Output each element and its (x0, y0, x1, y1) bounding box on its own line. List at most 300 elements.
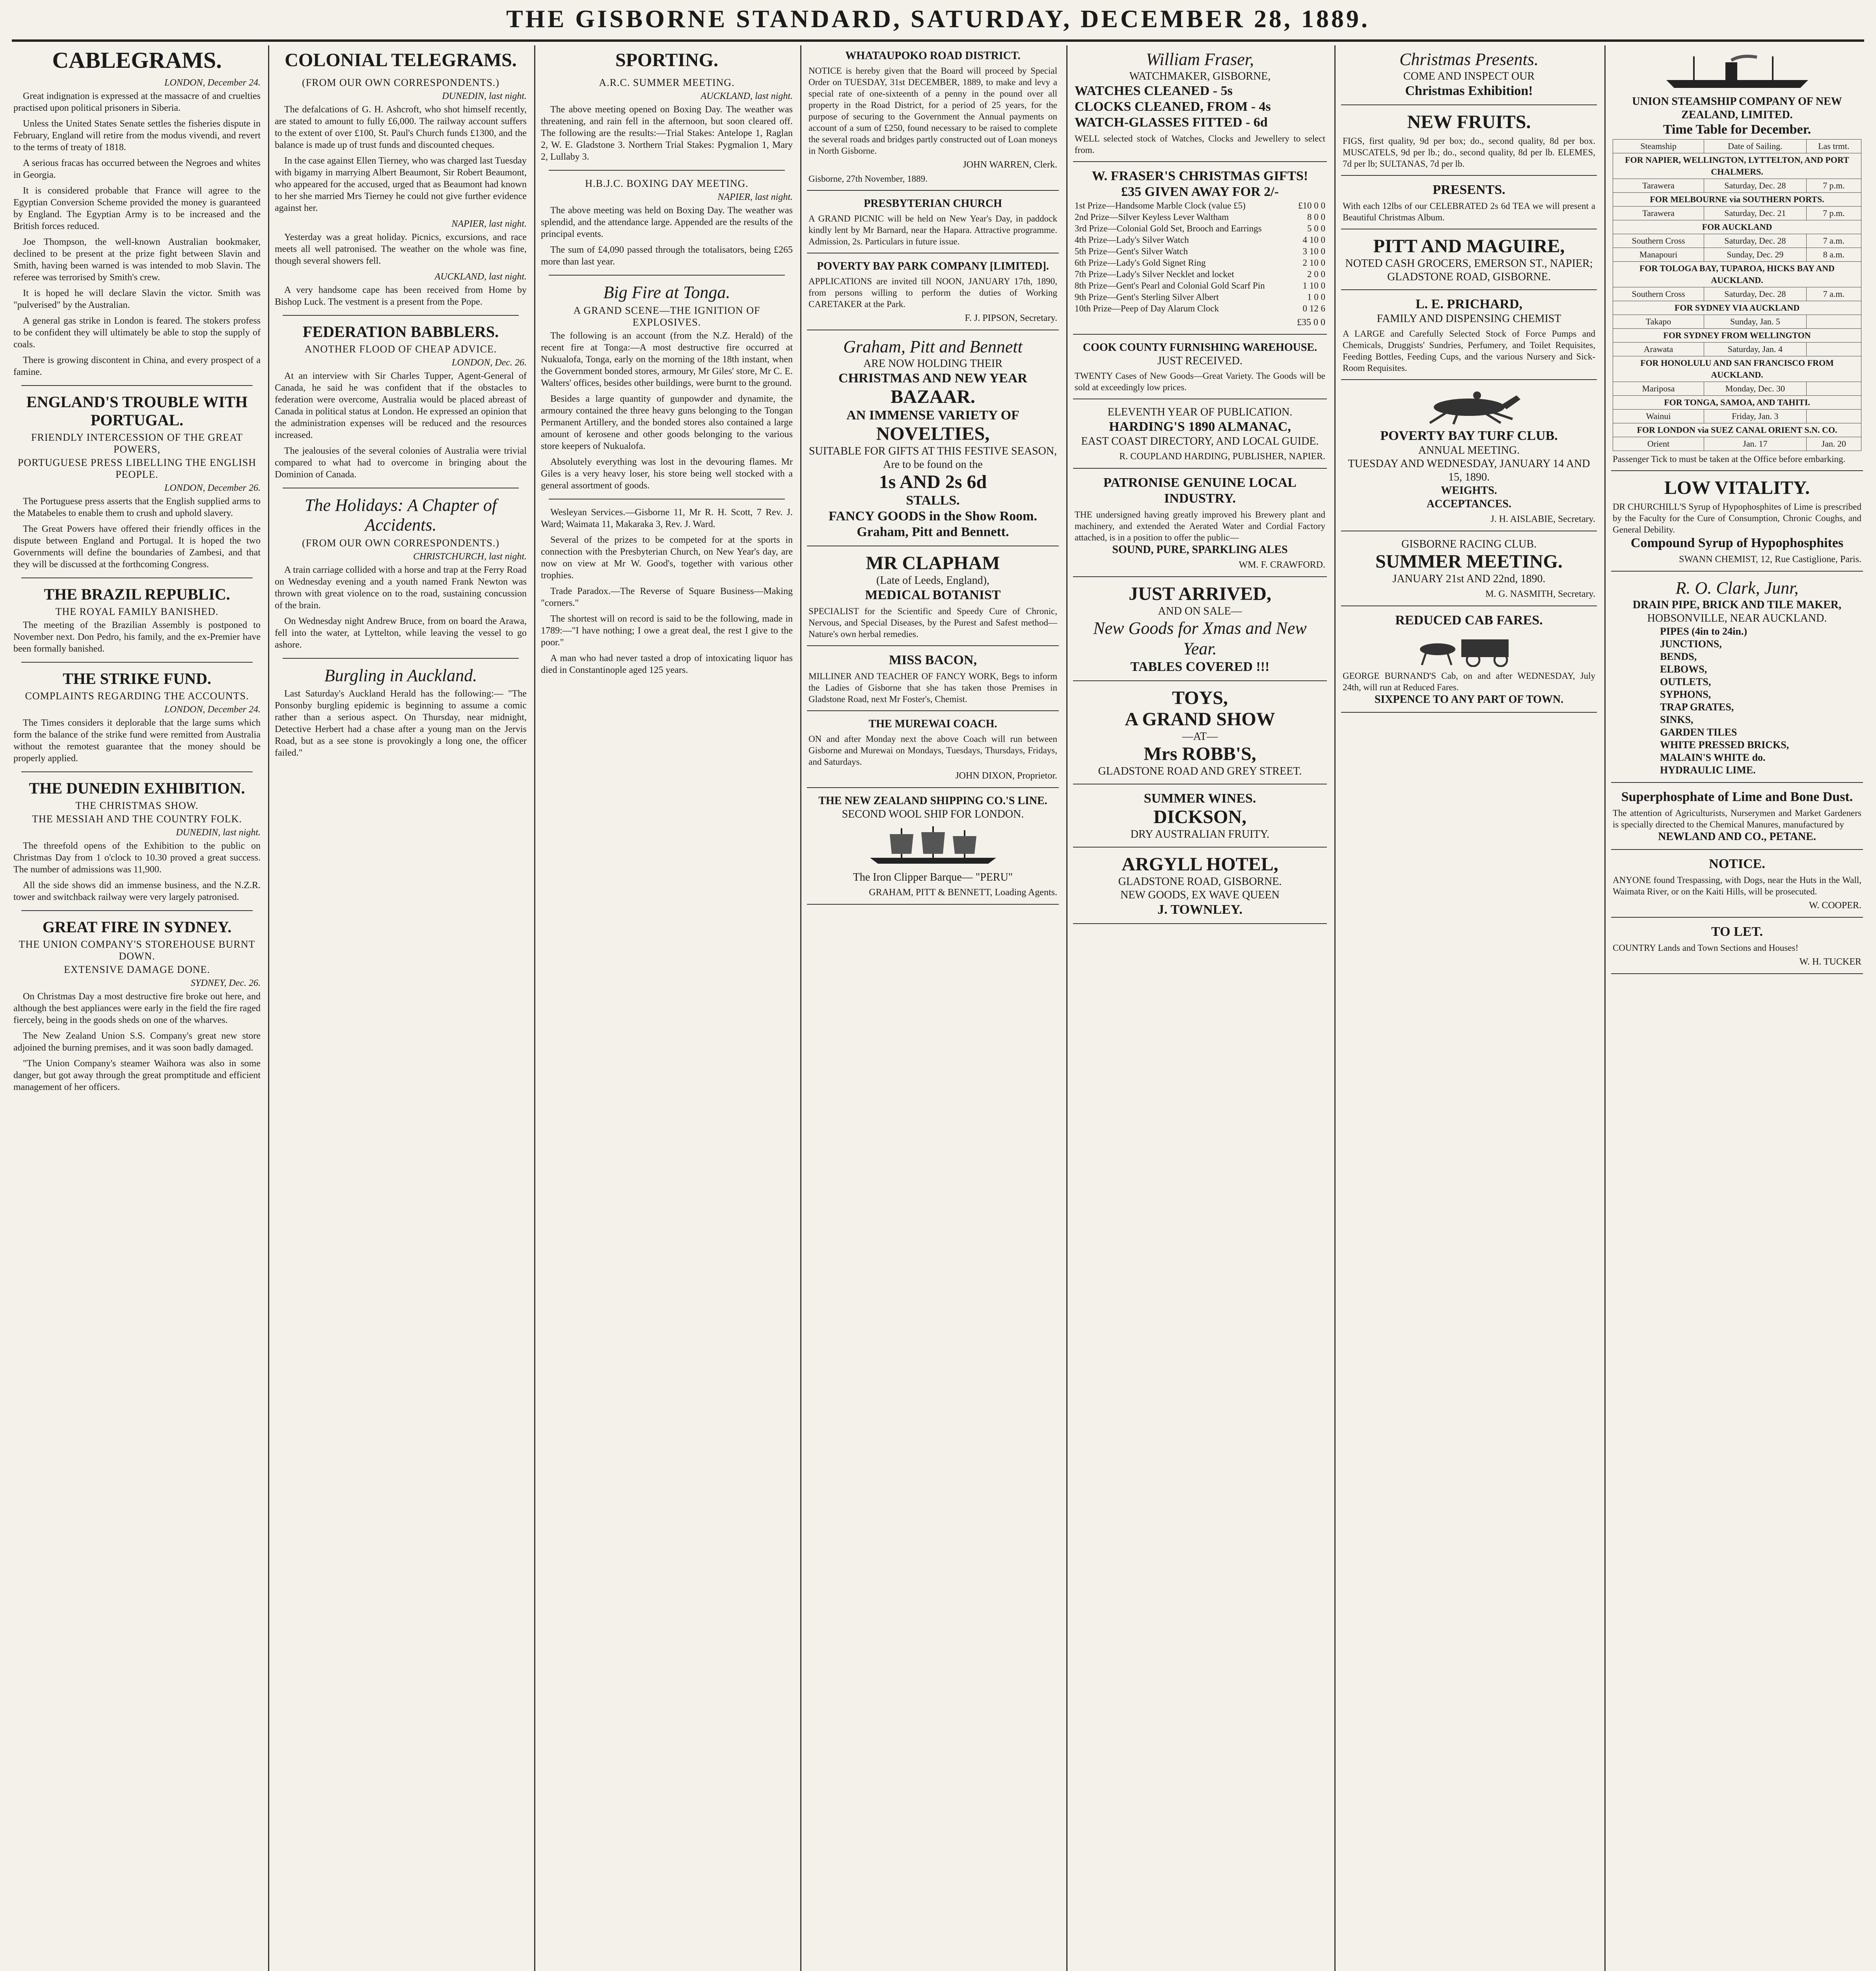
divider (283, 315, 519, 316)
timetable-row (1613, 343, 1861, 356)
timetable-section: FOR TONGA, SAMOA, AND TAHITI. (1613, 396, 1861, 410)
article-paragraph: A general gas strike in London is feared. The stokers profess to be confident they will ultimately be able to stop the supply of coals. (13, 316, 261, 350)
article-paragraph: The sum of £4,090 passed through the totalisators, being £265 more than last year. (541, 245, 793, 267)
ad-line: Time Table for December. (1663, 122, 1811, 137)
article-paragraph: All the side shows did an immense business, and the N.Z.R. tower and switchback railway were very largely patronised. (13, 880, 261, 902)
steamship-illustration-icon (1662, 52, 1812, 92)
ad-line: WATCH-GLASSES FITTED - 6d (1075, 115, 1268, 130)
headline: ENGLAND'S TROUBLE WITH PORTUGAL. (26, 393, 248, 429)
divider (549, 275, 785, 276)
ad-line: NOVELTIES, (876, 423, 990, 444)
subheadline: FRIENDLY INTERCESSION OF THE GREAT POWERS, (31, 432, 243, 455)
ad-body: FIGS, first quality, 9d per box; do., second quality, 8d per box. MUSCATELS, 9d per lb.; do., second quality, 8d per lb. ELEMES, 7d per lb; SULTANAS, 7d per lb. (1343, 136, 1595, 169)
ad-body: MILLINER AND TEACHER OF FANCY WORK, Begs to inform the Ladies of Gisborne that she has taken those Premises in Gladstone Road, next Mr Foster's, Chemist. (809, 671, 1057, 704)
prize-value: 2 10 0 (1302, 258, 1325, 268)
ad-body: COUNTRY Lands and Town Sections and Houses! (1613, 943, 1799, 953)
ad-title: TO LET. (1711, 924, 1763, 939)
ad-graham-pitt-bennett (807, 333, 1059, 546)
prize-label: 1st Prize—Handsome Marble Clock (value £5) (1075, 201, 1246, 211)
prize-row (1075, 257, 1325, 268)
timetable-date: Saturday, Jan. 4 (1704, 343, 1807, 356)
ad-date: Gisborne, 27th November, 1889. (809, 174, 928, 184)
colonial-title: COLONIAL TELEGRAMS. (285, 50, 517, 71)
ad-line: SUMMER MEETING. (1375, 551, 1563, 572)
ad-line: CHRISTMAS AND NEW YEAR (838, 371, 1027, 386)
ad-signature: WM. F. CRAWFORD. (1239, 560, 1325, 570)
ad-presbyterian (807, 193, 1059, 253)
headline: Big Fire at Tonga. (603, 283, 730, 302)
timetable-ship: Southern Cross (1613, 287, 1704, 301)
ad-title: PATRONISE GENUINE LOCAL INDUSTRY. (1103, 475, 1297, 506)
prize-value: 2 0 0 (1307, 269, 1325, 279)
ad-line: MEDICAL BOTANIST (865, 588, 1001, 602)
article-paragraph: The Times considers it deplorable that the large sums which form the balance of the strike fund were remitted from Australia without the remotest guarantee that the money should be properly applied. (13, 718, 261, 764)
timetable-date: Sunday, Jan. 5 (1704, 315, 1807, 329)
cab-illustration-icon (1406, 632, 1532, 667)
timetable-row (1613, 140, 1861, 153)
timetable-date: Friday, Jan. 3 (1704, 410, 1807, 423)
ad-union-steamship (1611, 45, 1863, 471)
ad-title: TOYS, (1172, 687, 1228, 708)
dateline: LONDON, December 24. (164, 704, 261, 715)
article-paragraph: It is considered probable that France will agree to the Egyptian Conversion Scheme provided the money is guaranteed by England. The Egyptian Army is to be increased and the British forces reduced. (13, 186, 261, 231)
ad-title: SUMMER WINES. (1144, 791, 1256, 806)
prize-row (1075, 234, 1325, 246)
ad-signature: M. G. NASMITH, Secretary. (1485, 589, 1595, 599)
ad-local-industry (1073, 471, 1327, 577)
timetable-section: FOR NAPIER, WELLINGTON, LYTTELTON, AND PORT CHALMERS. (1613, 153, 1861, 179)
ad-body: A LARGE and Carefully Selected Stock of Force Pumps and Chemicals, Druggists' Sundries, Perfumery, and Toilet Requisites, Feeding Bottles, Feeding Cups, and the various Nursery and Sick-Room Requisites. (1343, 329, 1595, 373)
prize-label: 6th Prize—Lady's Gold Signet Ring (1075, 258, 1206, 268)
ad-line: (Late of Leeds, England), (876, 574, 989, 587)
ad-line: £35 GIVEN AWAY FOR 2/- (1121, 184, 1279, 199)
timetable (1613, 139, 1861, 451)
ad-line: JANUARY 21st AND 22nd, 1890. (1392, 573, 1546, 585)
timetable-time (1806, 382, 1861, 396)
subheadline: COMPLAINTS REGARDING THE ACCOUNTS. (25, 690, 249, 702)
article-paragraph: Unless the United States Senate settles the fisheries dispute in February, England will retire from the modus vivendi, and revert to the terms of treaty of 1818. (13, 119, 261, 153)
subheadline: ANOTHER FLOOD OF CHEAP ADVICE. (304, 343, 497, 355)
ad-line: Christmas Exhibition! (1405, 84, 1533, 98)
article-paragraph: Joe Thompson, the well-known Australian bookmaker, declined to be present at the prize fight between Slavin and Smith, having been warned is was intended to mob Slavin. The referee was terrorised by Smith's crew. (13, 237, 261, 283)
article-paragraph: On Christmas Day a most destructive fire broke out here, and although the best appliances were early in the field the fire raged fiercely, being in the goods sheds on one of the wharves. (13, 991, 261, 1025)
timetable-ship: Arawata (1613, 343, 1704, 356)
ad-line: WATCHES CLEANED - 5s (1075, 84, 1233, 98)
ad-signature: GRAHAM, PITT & BENNETT, Loading Agents. (869, 887, 1057, 898)
dateline: CHRISTCHURCH, last night. (413, 551, 527, 562)
ad-title: MISS BACON, (889, 653, 977, 667)
prize-value: 8 0 0 (1307, 212, 1325, 222)
timetable-time: 7 p.m. (1806, 179, 1861, 193)
ad-line: CLOCKS CLEANED, FROM - 4s (1075, 99, 1271, 114)
timetable-date: Jan. 17 (1704, 437, 1807, 451)
article-paragraph: The Portuguese press asserts that the English supplied arms to the Matabeles to enable them to crush and uphold slavery. (13, 496, 261, 518)
timetable-date: Saturday, Dec. 28 (1704, 179, 1807, 193)
timetable-row (1613, 356, 1861, 382)
prize-row (1075, 246, 1325, 257)
clark-item: SINKS, (1660, 714, 1693, 725)
timetable-date: Saturday, Dec. 28 (1704, 234, 1807, 248)
prize-value: 5 0 0 (1307, 224, 1325, 233)
prize-row (1075, 223, 1325, 234)
ad-title: UNION STEAMSHIP COMPANY OF NEW ZEALAND, LIMITED. (1632, 95, 1842, 121)
column-cablegrams (8, 45, 266, 1971)
ad-title: ARGYLL HOTEL, (1122, 854, 1278, 875)
ad-body: ANYONE found Trespassing, with Dogs, near the Huts in the Wall, Waimata River, or on the Kaiti Hills, will be prosecuted. (1613, 875, 1861, 896)
ad-just-arrived (1073, 579, 1327, 681)
article-paragraph: The above meeting opened on Boxing Day. The weather was threatening, and rain fell in the afternoon, but soon cleared off. The following are the results:—Trial Stakes: Antelope 1, Raglan 2, W. E. Gladstone 3. Northern Trial Stakes: Pygmalion 1, Mary 2, Lullaby 3. (541, 104, 793, 162)
ad-line: —AT— (1182, 730, 1218, 743)
timetable-section: FOR SYDNEY VIA AUCKLAND (1613, 301, 1861, 315)
subheadline: H.B.J.C. BOXING DAY MEETING. (585, 178, 749, 189)
divider (21, 910, 253, 911)
ad-line: ARE NOW HOLDING THEIR (863, 358, 1002, 370)
ad-body: WELL selected stock of Watches, Clocks and Jewellery to select from. (1075, 134, 1325, 155)
ad-title: JUST ARRIVED, (1129, 583, 1271, 604)
prize-label: 9th Prize—Gent's Sterling Silver Albert (1075, 292, 1219, 302)
prize-value: 1 10 0 (1302, 281, 1325, 291)
timetable-ship: Mariposa (1613, 382, 1704, 396)
ad-title: R. O. Clark, Junr, (1675, 578, 1799, 598)
article-paragraph: There is growing discontent in China, and every prospect of a famine. (13, 355, 261, 377)
ad-line: BAZAAR. (890, 386, 975, 407)
dateline: DUNEDIN, last night. (442, 91, 527, 101)
ad-line: ANNUAL MEETING. (1418, 444, 1520, 456)
ad-title: THE MUREWAI COACH. (868, 718, 997, 730)
ad-body: APPLICATIONS are invited till NOON, JANUARY 17th, 1890, from persons willing to perform the duties of Working CARETAKER at the Park. (809, 276, 1057, 309)
ad-line: FAMILY AND DISPENSING CHEMIST (1377, 313, 1561, 325)
article-paragraph: A man who had never tasted a drop of intoxicating liquor has died in Constantinople aged 125 years. (541, 653, 793, 675)
prize-label: 8th Prize—Gent's Pearl and Colonial Gold Scarf Pin (1075, 281, 1265, 291)
ad-line: WEIGHTS. (1441, 484, 1497, 497)
ad-presents (1341, 178, 1597, 229)
article-paragraph: Yesterday was a great holiday. Picnics, excursions, and race meets all well patronised. The weather on the whole was fine, though several showers fell. (275, 232, 527, 266)
dateline: AUCKLAND, last night. (700, 91, 793, 101)
ad-poverty-bay-park (807, 256, 1059, 330)
ad-line: COME AND INSPECT OUR (1403, 70, 1535, 82)
ad-line: AN IMMENSE VARIETY OF (846, 408, 1019, 423)
ad-line: ACCEPTANCES. (1427, 498, 1511, 510)
prize-label: 2nd Prize—Silver Keyless Lever Waltham (1075, 212, 1229, 222)
article-paragraph: Absolutely everything was lost in the devouring flames. Mr Giles is a very heavy loser, his store being well stocked with a general assortment of goods. (541, 457, 793, 491)
prize-label: 10th Prize—Peep of Day Alarum Clock (1075, 304, 1219, 313)
ad-line: SUITABLE FOR GIFTS AT THIS FESTIVE SEASON, (809, 445, 1057, 457)
timetable-date: Date of Sailing. (1704, 140, 1807, 153)
prize-label: 4th Prize—Lady's Silver Watch (1075, 235, 1189, 245)
ad-line: SECOND WOOL SHIP FOR LONDON. (842, 808, 1024, 820)
ad-line: WATCHMAKER, GISBORNE, (1129, 70, 1271, 82)
prize-total: £35 0 0 (1297, 317, 1325, 328)
clark-item: BENDS, (1660, 651, 1697, 662)
ad-line: TABLES COVERED !!! (1130, 659, 1270, 674)
timetable-section: FOR HONOLULU AND SAN FRANCISCO FROM AUCKLAND. (1613, 356, 1861, 382)
timetable-time: 7 a.m. (1806, 234, 1861, 248)
cablegrams-title: CABLEGRAMS. (52, 47, 222, 73)
timetable-section: FOR SYDNEY FROM WELLINGTON (1613, 329, 1861, 343)
timetable-row (1613, 437, 1861, 451)
timetable-date: Monday, Dec. 30 (1704, 382, 1807, 396)
divider (21, 662, 253, 663)
ad-title: NEW FRUITS. (1407, 112, 1531, 132)
ad-fraser-christmas-gifts (1073, 164, 1327, 335)
timetable-row (1613, 207, 1861, 220)
clark-item: TRAP GRATES, (1660, 701, 1734, 713)
subheadline: PORTUGUESE PRESS LIBELLING THE ENGLISH PEOPLE. (17, 457, 257, 480)
ad-line: FANCY GOODS in the Show Room. (829, 509, 1037, 523)
ad-title: Superphosphate of Lime and Bone Dust. (1621, 790, 1853, 804)
prize-label: 7th Prize—Lady's Silver Necklet and locket (1075, 269, 1234, 279)
sporting-title: SPORTING. (615, 50, 719, 71)
ad-line: GLADSTONE ROAD AND GREY STREET. (1098, 765, 1302, 777)
ad-notice (1611, 852, 1863, 918)
column-ads-4 (1604, 45, 1869, 1971)
ad-signature: SWANN CHEMIST, 12, Rue Castiglione, Paris. (1679, 554, 1861, 564)
clark-item: ELBOWS, (1660, 663, 1707, 675)
dateline: LONDON, Dec. 26. (452, 358, 527, 368)
timetable-ship: Manapouri (1613, 248, 1704, 262)
ad-title: REDUCED CAB FARES. (1395, 613, 1543, 628)
ad-body: ON and after Monday next the above Coach will run between Gisborne and Murewai on Mondays, Tuesdays, Thursdays, Fridays, and Saturdays. (809, 734, 1057, 767)
prize-value: £10 0 0 (1298, 201, 1325, 211)
prize-row (1075, 268, 1325, 280)
prize-label: 5th Prize—Gent's Silver Watch (1075, 246, 1188, 256)
timetable-section: FOR MELBOURNE via SOUTHERN PORTS. (1613, 193, 1861, 207)
ad-signature: W. COOPER. (1809, 900, 1861, 911)
column-ads-3 (1334, 45, 1602, 1971)
ad-signature: JOHN DIXON, Proprietor. (955, 771, 1057, 781)
timetable-time: Las trmt. (1806, 140, 1861, 153)
ad-miss-bacon (807, 648, 1059, 711)
timetable-time (1806, 410, 1861, 423)
clark-items-list (1613, 625, 1861, 777)
timetable-row (1613, 423, 1861, 437)
ad-murewai-coach (807, 714, 1059, 788)
clark-item: SYPHONS, (1660, 689, 1711, 700)
dateline: AUCKLAND, last night. (434, 272, 527, 282)
ad-gisborne-racing-club (1341, 534, 1597, 606)
subheadline: A GRAND SCENE—THE IGNITION OF EXPLOSIVES. (573, 305, 760, 328)
article-paragraph: The threefold opens of the Exhibition to the public on Christmas Day from 1 o'clock to 10.30 proved a great success. The number of admissions was 11,900. (13, 841, 261, 875)
article-paragraph: The jealousies of the several colonies of Australia were trivial compared to what had to overcome in bringing about the Dominion of Canada. (275, 446, 527, 480)
ad-title: COOK COUNTY FURNISHING WAREHOUSE. (1082, 341, 1317, 354)
ad-signature: F. J. PIPSON, Secretary. (965, 313, 1057, 323)
ad-body: DR CHURCHILL'S Syrup of Hypophosphites of Lime is prescribed by the Faculty for the Cure of Consumption, Chronic Coughs, and General Debility. (1613, 502, 1861, 535)
article-paragraph: Great indignation is expressed at the massacre of and cruelties practised upon political prisoners in Siberia. (13, 91, 261, 113)
ad-body: Passenger Tick to must be taken at the Office before embarking. (1613, 454, 1846, 464)
divider (549, 170, 785, 171)
prize-row (1075, 200, 1325, 211)
timetable-time: 8 a.m. (1806, 248, 1861, 262)
ad-line: SOUND, PURE, SPARKLING ALES (1112, 544, 1288, 556)
timetable-section: FOR AUCKLAND (1613, 220, 1861, 234)
ad-line: DRY AUSTRALIAN FRUITY. (1130, 828, 1270, 840)
ad-superphosphate (1611, 785, 1863, 850)
ad-nz-shipping (807, 790, 1059, 905)
divider (21, 771, 253, 772)
ad-signature: NEWLAND AND CO., PETANE. (1658, 831, 1816, 843)
ad-mr-clapham (807, 549, 1059, 646)
timetable-date: Sunday, Dec. 29 (1704, 248, 1807, 262)
clark-item: GARDEN TILES (1660, 727, 1737, 738)
dateline: LONDON, December 26. (164, 483, 261, 493)
clark-item: OUTLETS, (1660, 676, 1711, 687)
timetable-time: 7 p.m. (1806, 207, 1861, 220)
racehorse-illustration-icon (1398, 389, 1540, 425)
timetable-row (1613, 262, 1861, 287)
ad-title: Christmas Presents. (1399, 50, 1539, 69)
timetable-row (1613, 396, 1861, 410)
timetable-row (1613, 301, 1861, 315)
clark-item: PIPES (4in to 24in.) (1660, 626, 1747, 637)
ad-line: Mrs ROBB'S, (1144, 743, 1256, 764)
timetable-ship: Tarawera (1613, 179, 1704, 193)
timetable-section: FOR TOLOGA BAY, TUPAROA, HICKS BAY AND AUCKLAND. (1613, 262, 1861, 287)
headline: Burgling in Auckland. (324, 666, 477, 685)
timetable-date: Saturday, Dec. 21 (1704, 207, 1807, 220)
divider (21, 385, 253, 386)
ad-body: TWENTY Cases of New Goods—Great Variety. The Goods will be sold at exceedingly low prices. (1075, 371, 1325, 392)
subheadline: THE CHRISTMAS SHOW. (75, 800, 199, 811)
ad-title: W. FRASER'S CHRISTMAS GIFTS! (1092, 169, 1308, 183)
ad-hardings-almanac (1073, 402, 1327, 469)
ad-body: GEORGE BURNAND'S Cab, on and after WEDNESDAY, July 24th, will run at Reduced Fares. (1343, 671, 1595, 692)
article-paragraph: The above meeting was held on Boxing Day. The weather was splendid, and the attendance large. Appended are the results of the principal events. (541, 205, 793, 239)
article-paragraph: Trade Paradox.—The Reverse of Square Business—Making "corners." (541, 586, 793, 608)
ad-signature: JOHN WARREN, Clerk. (963, 160, 1057, 170)
clark-item: JUNCTIONS, (1660, 638, 1722, 650)
article-paragraph: It is hoped he will declare Slavin the victor. Smith was "pulverised" by the Australian. (13, 288, 261, 310)
ad-line: 1s AND 2s 6d (879, 471, 987, 492)
ad-signature: W. H. TUCKER (1799, 957, 1861, 967)
headline: The Holidays: A Chapter of Accidents. (304, 496, 497, 535)
timetable-ship: Tarawera (1613, 207, 1704, 220)
column-ads-1 (800, 45, 1064, 1971)
ad-line: EAST COAST DIRECTORY, AND LOCAL GUIDE. (1081, 435, 1319, 447)
ad-title: THE NEW ZEALAND SHIPPING CO.'S LINE. (818, 795, 1047, 807)
prize-value: 4 10 0 (1302, 235, 1325, 245)
timetable-ship: Wainui (1613, 410, 1704, 423)
ad-body: The attention of Agriculturists, Nurserymen and Market Gardeners is specially directed to the Chemical Manures, manufactured by (1613, 808, 1861, 829)
ad-line: DRAIN PIPE, BRICK AND TILE MAKER, (1632, 599, 1842, 611)
timetable-time (1806, 315, 1861, 329)
ad-poverty-bay-turf-club (1341, 382, 1597, 531)
ad-line: Graham, Pitt and Bennett. (857, 525, 1009, 539)
ad-title: GISBORNE RACING CLUB. (1401, 538, 1537, 550)
subheadline: THE ROYAL FAMILY BANISHED. (55, 606, 219, 617)
ad-body: A GRAND PICNIC will be held on New Year's Day, in paddock kindly lent by Mr Barnard, near the Hapara. Attractive programme. Admission, 2s. Particulars in future issue. (809, 214, 1057, 246)
ad-line: Compound Syrup of Hypophosphites (1630, 536, 1844, 550)
column-ads-2 (1066, 45, 1332, 1971)
timetable-ship: Takapo (1613, 315, 1704, 329)
ad-prichard-chemist (1341, 292, 1597, 380)
clark-item: MALAIN'S WHITE do. (1660, 752, 1766, 763)
ad-title: William Fraser, (1146, 50, 1254, 69)
timetable-row (1613, 220, 1861, 234)
ad-line: New Goods for Xmas and New Year. (1093, 618, 1307, 658)
dateline: NAPIER, last night. (451, 219, 527, 229)
ad-title: Graham, Pitt and Bennett (843, 337, 1023, 356)
clark-item: HYDRAULIC LIME. (1660, 764, 1756, 776)
headline: THE BRAZIL REPUBLIC. (44, 585, 230, 603)
article-paragraph: The Great Powers have offered their friendly offices in the dispute between England and Portugal. It is hoped the two Governments will define the boundaries of Zambesi, and that they will be discussed at the forthcoming Congress. (13, 524, 261, 570)
ad-signature: R. COUPLAND HARDING, PUBLISHER, NAPIER. (1119, 451, 1325, 462)
subheadline: A.R.C. SUMMER MEETING. (599, 77, 735, 88)
ad-body: NOTICE is hereby given that the Board will proceed by Special Order on TUESDAY, 31st DECEMBER, 1889, to make and levy a special rate of one-sixteenth of a penny in the pound over all property in the Road District, for a period of 25 years, for the purpose of securing to the Government the Annual payments on account of a sum of £250, found necessary to be raised to complete the several roads and bridges partly constructed out of Loan moneys in North Gisborne. (809, 66, 1057, 156)
ad-title: POVERTY BAY TURF CLUB. (1380, 428, 1558, 443)
ad-line: Are to be found on the (883, 458, 983, 471)
ad-line: JUST RECEIVED. (1157, 355, 1243, 367)
divider (283, 658, 519, 659)
ad-title: WHATAUPOKO ROAD DISTRICT. (845, 50, 1021, 62)
timetable-time (1806, 343, 1861, 356)
ad-line: A GRAND SHOW (1125, 709, 1275, 730)
article-paragraph: Besides a large quantity of gunpowder and dynamite, the armoury contained the three heavy guns belonging to the Tongan Permanent Artillery, and the bonded stores also contained a large amount of kerosene and other goods belonging to the various store keepers of Nukualofa. (541, 394, 793, 451)
article-paragraph: "The Union Company's steamer Waihora was also in some danger, but got away through the great promptitude and efficient management of her officers. (13, 1058, 261, 1092)
ad-line: GLADSTONE ROAD, GISBORNE. (1118, 876, 1282, 888)
subheadline: (FROM OUR OWN CORRESPONDENTS.) (302, 77, 499, 88)
ad-toys (1073, 684, 1327, 784)
timetable-row (1613, 248, 1861, 262)
article-paragraph: At an interview with Sir Charles Tupper, Agent-General of Canada, he said he was confident that if the obstacles to federation were overcome, Australia would be placed abreast of Canada in political status at London. He expressed an opinion that the administration expenses will be reduced and the resources increased. (275, 371, 527, 440)
ad-title: MR CLAPHAM (866, 553, 1000, 574)
ad-argyll-hotel (1073, 850, 1327, 924)
ad-title: PITT AND MAGUIRE, (1373, 236, 1565, 257)
article-paragraph: In the case against Ellen Tierney, who was charged last Tuesday with bigamy in marrying Albert Beaumont, Sir Robert Beaumont, who appeared for the accused, urged that as Beaumont had known to her she married Mrs Tierney he could not give further evidence against her. (275, 156, 527, 213)
ad-low-vitality (1611, 473, 1863, 572)
ad-christmas-presents (1341, 45, 1597, 105)
article-paragraph: A train carriage collided with a horse and trap at the Ferry Road on Wednesday evening and a youth named Frank Newton was thrown with great violence on to the road, sustaining concussion of the brain. (275, 565, 527, 611)
dateline: DUNEDIN, last night. (176, 827, 261, 838)
article-paragraph: Several of the prizes to be competed for at the sports in connection with the Presbyterian Church, on New Year's day, are now on view at Mr W. Good's, together with various other trophies. (541, 535, 793, 581)
prize-value: 1 0 0 (1307, 292, 1325, 302)
prize-row (1075, 303, 1325, 314)
article-paragraph: The following is an account (from the N.Z. Herald) of the recent fire at Tonga:—A most destructive fire occurred at Nukualofa, Tonga, early on the morning of the 18th instant, when the Government bonded stores, armoury, Mr Giles' store, Mr C. E. Walters' offices, besides other buildings, were burnt to the ground. (541, 331, 793, 388)
newspaper-columns (8, 45, 1869, 1971)
timetable-row (1613, 382, 1861, 396)
article-paragraph: Last Saturday's Auckland Herald has the following:— "The Ponsonby burgling epidemic is beginning to assume a comic rather than a serious aspect. On Thursday, near midnight, Detective Herbert had a chase after a young man on the Jervis Road, but as a see stone is provokingly a long one, the officer failed." (275, 689, 527, 758)
ad-cab-fares (1341, 609, 1597, 713)
ad-line: NOTED CASH GROCERS, EMERSON ST., NAPIER; GLADSTONE ROAD, GISBORNE. (1345, 257, 1593, 283)
timetable-row (1613, 193, 1861, 207)
ad-body: SPECIALIST for the Scientific and Speedy Cure of Chronic, Nervous, and Special Diseases, by the Purest and Safest method—Nature's own herbal remedies. (809, 606, 1057, 639)
prize-label: 3rd Prize—Colonial Gold Set, Brooch and Earrings (1075, 224, 1262, 233)
timetable-date: Saturday, Dec. 28 (1704, 287, 1807, 301)
headline: GREAT FIRE IN SYDNEY. (42, 918, 232, 936)
headline: THE DUNEDIN EXHIBITION. (29, 779, 245, 797)
ad-body: THE undersigned having greatly improved his Brewery plant and machinery, and extended the Aerated Water and Cordial Factory attached, is in a position to offer the public— (1075, 510, 1325, 542)
ad-title: ELEVENTH YEAR OF PUBLICATION. (1107, 406, 1293, 418)
timetable-row (1613, 287, 1861, 301)
ad-line: STALLS. (906, 493, 960, 508)
article-paragraph: A very handsome cape has been received from Home by Bishop Luck. The vestment is a present from the Pope. (275, 285, 527, 307)
timetable-time: Jan. 20 (1806, 437, 1861, 451)
ad-body: With each 12lbs of our CELEBRATED 2s 6d TEA we will present a Beautiful Christmas Album. (1343, 201, 1595, 222)
article-paragraph: A serious fracas has occurred between the Negroes and whites in Georgia. (13, 158, 261, 180)
timetable-row (1613, 179, 1861, 193)
headline: FEDERATION BABBLERS. (302, 323, 499, 341)
subheadline: (FROM OUR OWN CORRESPONDENTS.) (302, 537, 499, 549)
ship-illustration-icon (862, 824, 1004, 868)
ad-william-fraser (1073, 45, 1327, 162)
ad-title: NOTICE. (1709, 857, 1765, 871)
ad-line: SIXPENCE TO ANY PART OF TOWN. (1374, 693, 1564, 706)
prize-list (1075, 200, 1325, 314)
prize-row (1075, 211, 1325, 223)
ad-signature: J. H. AISLABIE, Secretary. (1490, 514, 1595, 524)
dateline: LONDON, December 24. (164, 78, 261, 88)
ad-line: TUESDAY AND WEDNESDAY, JANUARY 14 AND 15, 1890. (1348, 458, 1590, 483)
article-paragraph: Wesleyan Services.—Gisborne 11, Mr R. H. Scott, 7 Rev. J. Ward; Waimata 11, Makaraka 3, Rev. J. Ward. (541, 507, 793, 529)
